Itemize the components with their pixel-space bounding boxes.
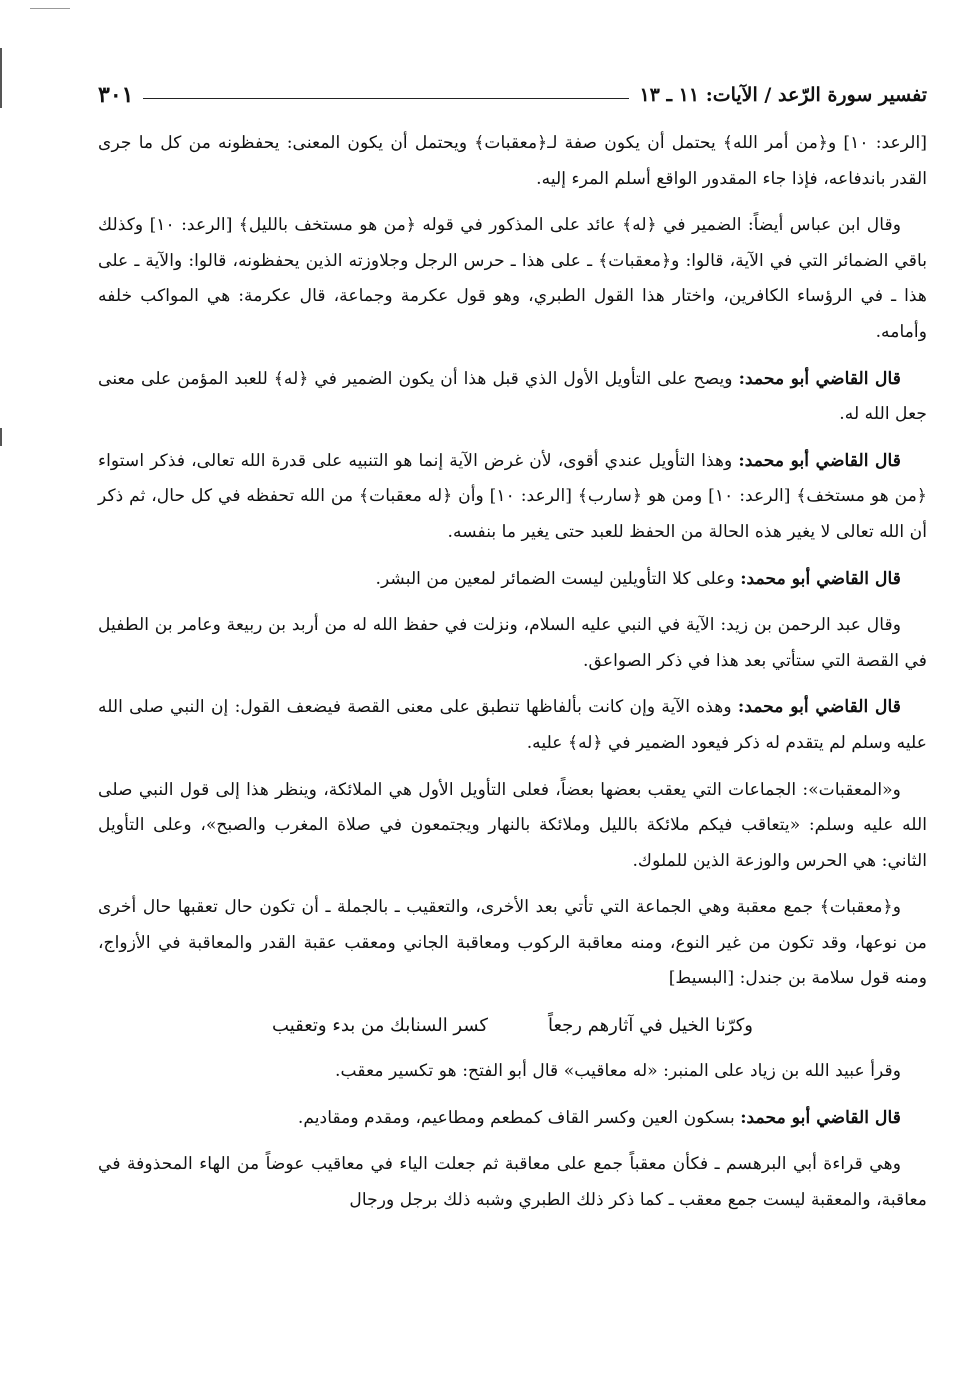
running-header [98,78,927,112]
scan-corner-mark [30,8,70,9]
paragraph-text: وهذا التأويل عندي أقوى، لأن غرض الآية إنما هو التنبيه على قدرة الله تعالى، فذكر استواء ﴿من هو مستخف﴾ [الرعد: ١٠] ومن هو ﴿سارب﴾ [الرعد: ١٠] وأن ﴿له معقبات﴾ من الله تحفظه في كل حال، ثم ذكر أن الله تعالى لا يغير هذه الحالة من الحفظ للعبد حتى يغير ما بنفسه. [98,450,928,542]
paragraph [98,362,927,433]
paragraph-text: وعلى كلا التأويلين ليست الضمائر لمعين من البشر. [375,568,741,589]
speaker-label: قال القاضي أبو محمد: [738,368,901,389]
running-title: تفسير سورة الرّعد / الآيات: ١١ ـ ١٣ [639,84,927,106]
paragraph-text: [الرعد: ١٠] و﴿من أمر الله﴾ يحتمل أن يكون صفة لـ﴿معقبات﴾ ويحتمل أن يكون المعنى: يحفظونه من كل ما جرى القدر باندفاعه، فإذا جاء المقدور الواقع أسلم المرء إليه. [98,133,927,189]
paragraph [98,208,927,350]
paragraph-text: ويصح على التأويل الأول الذي قبل هذا أن يكون الضمير في ﴿له﴾ للعبد المؤمن على معنى جعل الله له. [98,368,927,425]
speaker-label: قال القاضي أبو محمد: [740,568,901,589]
paragraph [98,1054,927,1090]
scan-margin-mark-top [0,48,2,108]
paragraph-text: وقال ابن عباس أيضاً: الضمير في ﴿له﴾ عائد على المذكور في قوله ﴿من هو مستخف بالليل﴾ [الرعد: ١٠] وكذلك باقي الضمائر التي في الآية، قالوا: و﴿معقبات﴾ ـ على هذا ـ حرس الرجل وجلاوزته الذين يحفظونه، قالوا: والآية ـ على هذا ـ في الرؤساء الكافرين، واختار هذا القول الطبري، وهو قول عكرمة وجماعة، قال عكرمة: هي المواكب خلفه وأمامه. [98,215,927,342]
paragraph-text: وهذه الآية وإن كانت بألفاظها تنطبق على معنى القصة فيضعف القول: إن النبي صلى الله عليه وسلم لم يتقدم له ذكر فيعود الضمير في ﴿له﴾ عليه. [98,697,927,753]
paragraph [98,608,927,679]
scan-margin-mark-bottom [0,428,2,446]
paragraph [98,562,927,598]
paragraph-text: و«المعقبات»: الجماعات التي يعقب بعضها بعضاً، فعلى التأويل الأول هي الملائكة، وينظر هذا إلى قول النبي صلى الله عليه وسلم: «يتعاقب فيكم ملائكة بالليل وملائكة بالنهار ويجتمعون في صلاة المغرب والصبح»، وعلى التأويل الثاني: هي الحرس والوزعة الذين للملوك. [98,779,927,871]
body-text [98,126,927,1229]
verse-first-hemistich: وكرّنا الخيل في آثارهم رجعاً [547,1015,753,1037]
poetry-verse [98,1008,927,1044]
paragraph [98,444,927,551]
verse-second-hemistich: كسر السنابك من بدء وتعقيب [272,1015,488,1037]
speaker-label: قال القاضي أبو محمد: [738,450,901,471]
paragraph [98,126,927,197]
page-number: ٣٠١ [98,82,134,108]
paragraph-text: بسكون العين وكسر القاف كمطعم ومطاعيم، ومقدم ومقاديم. [297,1107,741,1128]
paragraph [98,773,927,880]
paragraph [98,1147,927,1218]
paragraph-text: وقال عبد الرحمن بن زيد: الآية في النبي عليه السلام، ونزلت في حفظ الله له من أربد بن ربيعة وعامر بن الطفيل في القصة التي ستأتي بعد هذا في ذكر الصواعق. [98,615,927,671]
paragraph-text: و﴿معقبات﴾ جمع معقبة وهي الجماعة التي تأتي بعد الأخرى، والتعقيب ـ بالجملة ـ أن تكون حال تعقبها حال أخرى من نوعها، وقد تكون من غير النوع، ومنه معاقبة الركوب ومعاقبة الجاني ومعقب عقبة القدر والمعاقبة في الأزواج، ومنه قول سلامة بن جندل: [البسيط] [98,897,927,989]
paragraph [98,690,927,761]
paragraph [98,890,927,997]
speaker-label: قال القاضي أبو محمد: [737,697,901,718]
header-rule [143,98,629,99]
paragraph-text: وقرأ عبيد الله بن زياد على المنبر: «له معاقيب» قال أبو الفتح: هو تكسير معقب. [335,1061,901,1082]
paragraph-text: وهي قراءة أبي البرهسم ـ فكأن معقباً جمع على معاقبة ثم جعلت الياء في معاقيب عوضاً من الهاء المحذوفة في معاقبة، والمعقبة ليست جمع معقب ـ كما ذكر ذلك الطبري وشبه ذلك برجل ورجال [98,1154,927,1210]
speaker-label: قال القاضي أبو محمد: [740,1107,901,1128]
paragraph [98,1101,927,1137]
